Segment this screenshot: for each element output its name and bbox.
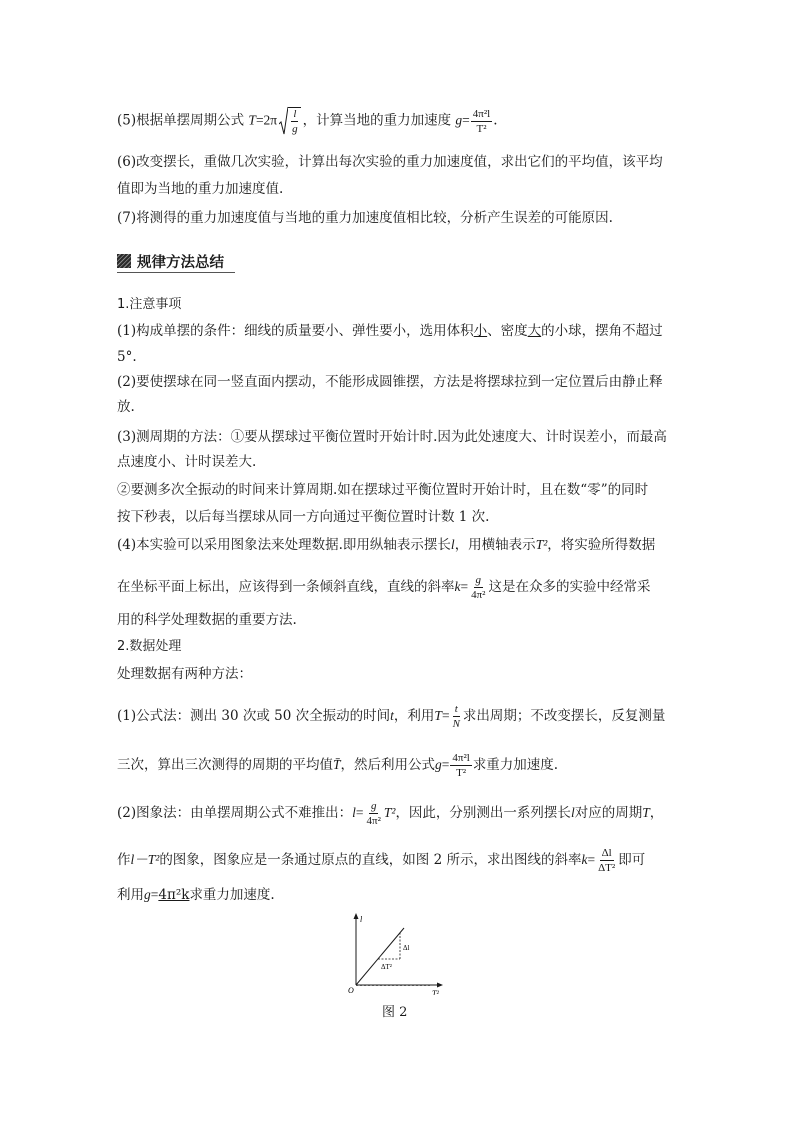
note-4-line-2: 在坐标平面上标出，应该得到一条倾斜直线，直线的斜率k= $\frac{g}{\text{4π²}}$ 这是在众多的实验中经常采 xyxy=(117,574,651,601)
data-heading: 2.数据处理 xyxy=(117,639,182,654)
note-1-line-2: 5°. xyxy=(117,349,137,365)
section-title: 规律方法总结 xyxy=(137,254,224,271)
y-axis-arrow-icon xyxy=(354,913,359,919)
figure-caption: 图 2 xyxy=(382,1005,408,1020)
method-2-line-3: 利用g=4π²k求重力加速度. xyxy=(117,887,275,903)
note-2-line-1: (2)要使摆球在同一竖直面内摆动，不能形成圆锥摆，方法是将摆球拉到一定位置后由静止释 xyxy=(117,374,663,390)
data-intro: 处理数据有两种方法： xyxy=(117,666,252,682)
notes-heading: 1.注意事项 xyxy=(117,297,182,312)
method-2-line-1: (2)图象法：由单摆周期公式不难推出：l= $\frac{g}{\text{4π²}}$ T²，因此，分别测出一系列摆长l对应的周期T， xyxy=(117,800,664,827)
fraction-4pi2l-over-T2: $\frac{\text{4π²l}}{\text{T²}}$ xyxy=(472,107,491,135)
item-7: (7)将测得的重力加速度值与当地的重力加速度值相比较，分析产生误差的可能原因. xyxy=(117,210,613,226)
note-3-line-1: (3)测周期的方法：①要从摆球过平衡位置时开始计时.因为此处速度大、计时误差小，而最高 xyxy=(117,429,667,445)
sqrt-l-over-g: $\frac{l}{g}$ xyxy=(279,106,301,136)
section-marker-icon xyxy=(117,254,131,268)
note-3-line-2: 点速度小、计时误差大. xyxy=(117,454,257,470)
delta-l-label: Δl xyxy=(403,944,410,952)
note-3-line-4: 按下秒表，以后每当摆球从同一方向通过平衡位置时计数 1 次. xyxy=(117,509,490,525)
y-axis-label: l xyxy=(360,915,363,924)
origin-label: O xyxy=(348,986,354,995)
note-3-line-3: ②要测多次全振动的时间来计算周期.如在摆球过平衡位置时开始计时，且在数“零”的同时 xyxy=(117,482,649,498)
section-divider xyxy=(117,272,235,273)
fraction-4pi2l-over-T2-b: $\frac{\text{4π²l}}{\text{T²}}$ xyxy=(452,752,470,779)
fraction-g-over-4pi2-b: $\frac{g}{\text{4π²}}$ xyxy=(366,800,381,827)
note-1-line-1: (1)构成单摆的条件：细线的质量要小、弹性要小，选用体积小、密度大的小球，摆角不超过 xyxy=(117,323,663,339)
item-6-line-2: 值即为当地的重力加速度值. xyxy=(117,181,284,197)
fraction-dl-over-dT2: $\frac{\Delta l}{\text{ΔT²}}$ xyxy=(598,847,616,874)
note-2-line-2: 放. xyxy=(117,399,135,415)
section-header xyxy=(117,250,224,272)
method-2-line-2: 作l－T²的图象，图象应是一条通过原点的直线，如图 2 所示，求出图线的斜率k= $\frac{\Delta l}{\text{ΔT²}}$ 即可 xyxy=(117,847,646,874)
fraction-g-over-4pi2: $\frac{g}{\text{4π²}}$ xyxy=(471,574,486,601)
delta-t2-label: ΔT² xyxy=(381,963,392,971)
x-axis-arrow-icon xyxy=(437,983,443,988)
item-5: (5)根据单摆周期公式 T=2π $\frac{l}{g}$ ，计算当地的重力加速度 g= $\frac{\text{4π²l}}{\text{T²}}$ . xyxy=(117,107,498,135)
note-4-line-3: 用的科学处理数据的重要方法. xyxy=(117,612,297,628)
fraction-t-over-N: $\frac{t}{N}$ xyxy=(452,703,460,730)
note-4-line-1: (4)本实验可以采用图象法来处理数据.即用纵轴表示摆长l，用横轴表示T²，将实验所得数据 xyxy=(117,537,656,553)
fit-line xyxy=(356,928,404,985)
figure-2-graph xyxy=(340,910,450,995)
method-1-line-2: 三次，算出三次测得的周期的平均值T̄，然后利用公式g= $\frac{\text{4π²l}}{\text{T²}}$ 求重力加速度. xyxy=(117,752,559,779)
method-1-line-1: (1)公式法：测出 30 次或 50 次全振动的时间t，利用T= $\frac{t}{N}$ 求出周期；不改变摆长，反复测量 xyxy=(117,703,666,730)
item-6-line-1: (6)改变摆长，重做几次实验，计算出每次实验的重力加速度值，求出它们的平均值，该平均 xyxy=(117,154,663,170)
x-axis-label: T² xyxy=(432,989,439,995)
